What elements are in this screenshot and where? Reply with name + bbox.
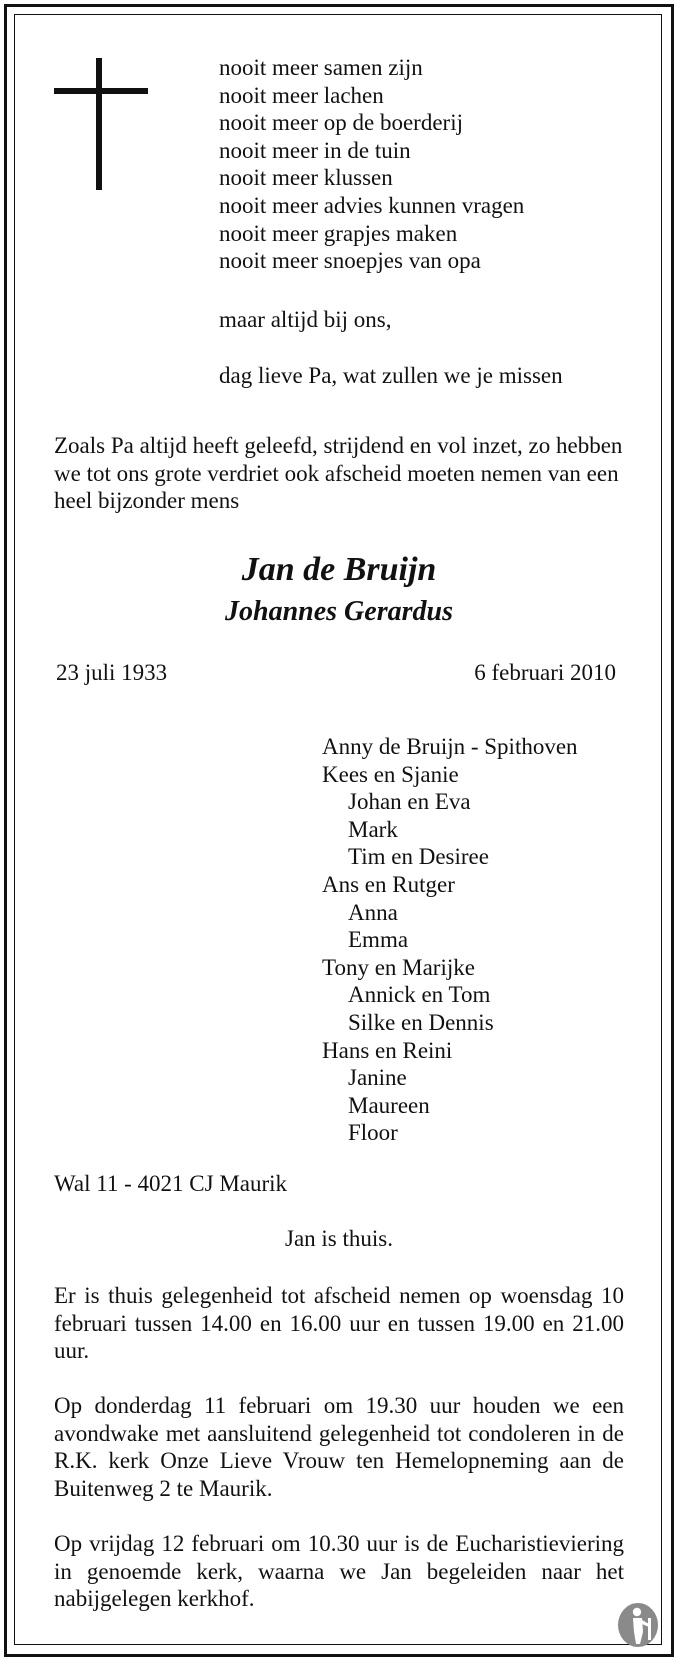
poem-line: nooit meer in de tuin [219,137,411,163]
family-member-grandchild: Maureen [348,1092,430,1118]
poem-line: nooit meer op de boerderij [219,110,463,136]
family-member-grandchild: Silke en Dennis [348,1009,494,1035]
poem-line-always: maar altijd bij ons, [219,307,392,332]
deceased-full-name: Johannes Gerardus [225,596,453,627]
poem-line-farewell: dag lieve Pa, wat zullen we je missen [219,363,563,388]
poem [219,54,524,275]
family-member-grandchild: Anna [348,899,398,925]
deceased-name: Jan de Bruijn [241,551,437,588]
family-member-grandchild: Annick en Tom [348,982,491,1008]
family-member: Hans en Reini [322,1037,453,1063]
family-member: Anny de Bruijn - Spithoven [322,734,578,759]
family-member-grandchild: Emma [348,927,409,953]
intro-text: Zoals Pa altijd heeft geleefd, strijdend en vol inzet, zo hebben we tot ons grote verdriet ook afscheid moeten nemen van een heel bijzonder mens [54,433,623,514]
poem-line: nooit meer grapjes maken [219,220,458,246]
family-member-grandchild: Johan en Eva [348,789,471,815]
poem-line: nooit meer advies kunnen vragen [219,192,525,218]
logo-head [633,1608,641,1616]
birth-date: 23 juli 1933 [56,660,168,685]
family-member-grandchild: Tim en Desiree [348,844,489,870]
home-notice: Jan is thuis. [285,1226,393,1251]
logo-staff [648,1618,651,1640]
family-member-grandchild: Floor [348,1120,398,1146]
family-list [322,733,578,1147]
death-date: 6 februari 2010 [474,660,616,685]
publisher-logo-icon [616,1598,660,1648]
poem-line: nooit meer samen zijn [219,55,423,80]
cross-horizontal-bar [54,88,148,94]
poem-line: nooit meer snoepjes van opa [219,248,481,274]
poem-line: nooit meer lachen [219,82,384,108]
visitation-paragraph: Er is thuis gelegenheid tot afscheid nemen op woensdag 10 februari tussen 14.00 en 16.00 uur en tussen 19.00 en 21.00 uur. [54,1283,624,1364]
poem-line: nooit meer klussen [219,165,393,191]
family-member: Tony en Marijke [322,954,475,980]
vigil-paragraph: Op donderdag 11 februari om 19.30 uur houden we een avondwake met aansluitend gelegenheid tot condoleren in de R.K. kerk Onze Lieve Vrouw ten Hemelopneming aan de Buitenweg 2 te Maurik. [54,1393,624,1501]
family-member-grandchild: Mark [348,816,398,842]
funeral-paragraph: Op vrijdag 12 februari om 10.30 uur is de Eucharistieviering in genoemde kerk, waarna we Jan begeleiden naar het nabijgelegen kerkhof. [54,1531,624,1612]
family-member: Ans en Rutger [322,871,455,897]
address: Wal 11 - 4021 CJ Maurik [54,1171,288,1196]
family-member: Kees en Sjanie [322,761,459,787]
family-member-grandchild: Janine [348,1065,407,1091]
cross-vertical-bar [96,58,102,190]
